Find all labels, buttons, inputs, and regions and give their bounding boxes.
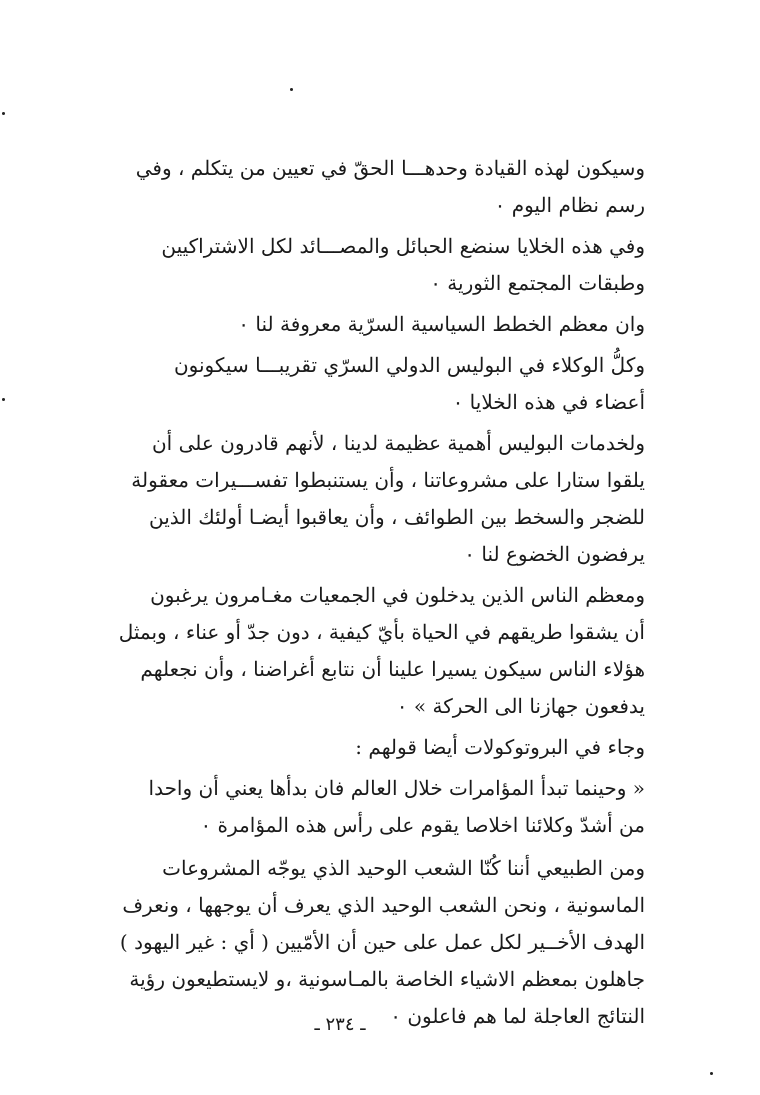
text-line: يدفعون جهازنا الى الحركة » ٠ (396, 694, 645, 718)
text-line: وجاء في البروتوكولات أيضا قولهم : (355, 735, 645, 759)
text-line: ومن الطبيعي أننا كُنّا الشعب الوحيد الذي يوجّه المشروعات (162, 856, 645, 880)
paragraph-5 (75, 425, 645, 573)
text-line: رسم نظام اليوم ٠ (494, 193, 645, 217)
text-line: وكلُّ الوكلاء في البوليس الدولي السرّي تقريبـــا سيكونون (173, 353, 645, 377)
ink-speck (2, 112, 5, 115)
paragraph-3 (75, 306, 645, 343)
body-text (75, 150, 645, 1035)
paragraph-2 (75, 228, 645, 302)
text-line: وفي هذه الخلايا سنضع الحبائل والمصـــائد لكل الاشتراكيين (161, 234, 645, 258)
paragraph-4 (75, 347, 645, 421)
text-line: وان معظم الخطط السياسية السرّية معروفة لنا ٠ (238, 312, 645, 336)
text-line: للضجر والسخط بين الطوائف ، وأن يعاقبوا أيضـا أولئك الذين (148, 505, 645, 529)
text-line: أعضاء في هذه الخلايا ٠ (452, 390, 645, 414)
text-line: من أشدّ وكلائنا اخلاصا يقوم على رأس هذه المؤامرة ٠ (200, 813, 645, 837)
text-line: ومعظم الناس الذين يدخلون في الجمعيات مغـامرون يرغبون (150, 583, 645, 607)
text-line: يلقوا ستارا على مشروعاتنا ، وأن يستنبطوا تفســـيرات معقولة (131, 468, 645, 492)
paragraph-7 (75, 729, 645, 766)
text-line: الهدف الأخــير لكل عمل على حين أن الأمّيين ( أي : غير اليهود ) (119, 930, 645, 954)
paragraph-6 (75, 577, 645, 725)
text-line: يرفضون الخضوع لنا ٠ (464, 542, 645, 566)
text-line: ولخدمات البوليس أهمية عظيمة لدينا ، لأنهم قادرون على أن (151, 431, 645, 455)
ink-speck (710, 1072, 713, 1075)
paragraph-1 (75, 150, 645, 224)
text-line: النتائج العاجلة لما هم فاعلون ٠ (390, 1004, 645, 1028)
page-number: ـ ٢٣٤ ـ (314, 1014, 366, 1035)
text-line: هؤلاء الناس سيكون يسيرا علينا أن نتابع أغراضنا ، وأن نجعلهم (140, 657, 645, 681)
paragraph-8 (75, 770, 645, 844)
text-line: الماسونية ، ونحن الشعب الوحيد الذي يعرف أن يوجهها ، ونعرف (122, 893, 645, 917)
text-line: أن يشقوا طريقهم في الحياة بأيّ كيفية ، دون جدّ أو عناء ، وبمثل (118, 620, 645, 644)
ink-speck (290, 88, 293, 91)
text-line: وسيكون لهذه القيادة وحدهـــا الحقّ في تعيين من يتكلم ، وفي (135, 156, 645, 180)
ink-speck (2, 398, 5, 401)
paragraph-9 (75, 850, 645, 1035)
text-line: وطبقات المجتمع الثورية ٠ (430, 271, 645, 295)
text-line: جاهلون بمعظم الاشياء الخاصة بالمـاسونية ،و لايستطيعون رؤية (129, 967, 645, 991)
text-line: « وحينما تبدأ المؤامرات خلال العالم فان بدأها يعني أن واحدا (148, 776, 645, 800)
